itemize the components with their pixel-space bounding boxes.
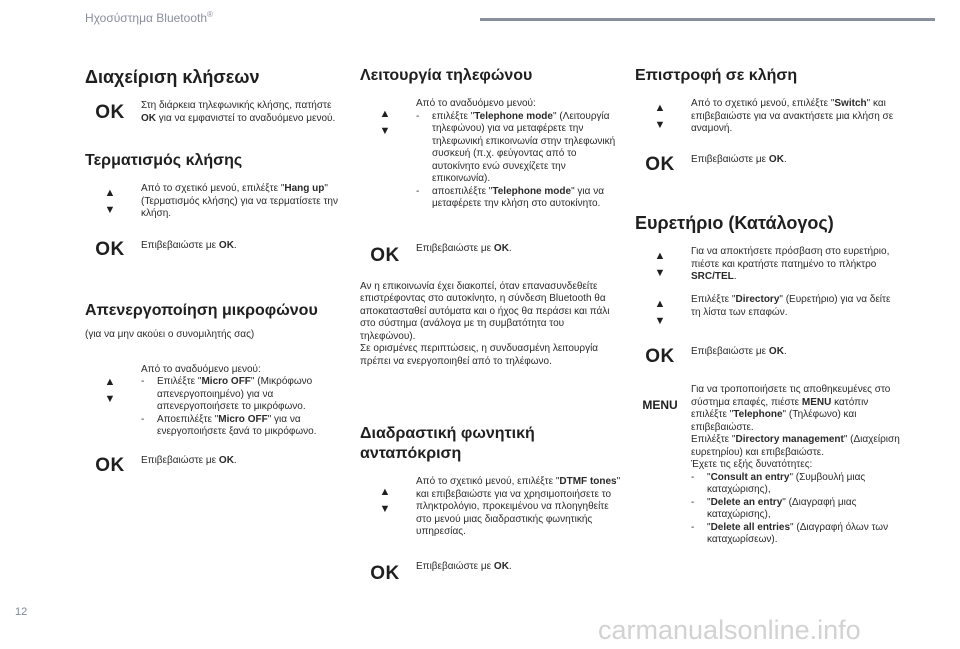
ok-button-icon: OK <box>95 454 125 476</box>
up-down-arrows-icon: ▲ ▼ <box>379 108 391 137</box>
ok-button-icon: OK <box>370 244 400 266</box>
section-title-dtmf: Διαδραστική φωνητική ανταπόκριση <box>360 425 535 462</box>
confirm-text: Επιβεβαιώστε με OK. <box>691 154 787 165</box>
column-3 <box>635 66 900 547</box>
section-title-directory: Ευρετήριο (Κατάλογος) <box>635 213 834 233</box>
column-1 <box>85 66 347 477</box>
confirm-text: Επιβεβαιώστε με OK. <box>416 560 512 572</box>
ok-button-icon: OK <box>645 346 675 367</box>
confirm-text: Επιβεβαιώστε με OK. <box>416 242 512 254</box>
reconnect-paragraph: Αν η επικοινωνία έχει διακοπεί, όταν επανασυνδεθείτε επιστρέφοντας στο αυτοκίνητο, η σύνδεση Bluetooth θα αποκατασταθεί αυτόματα και ο ήχος θα περάσει και πάλι στο σύστημα (ανάλογα με τη συμβατότητα του τηλεφώνου). <box>360 280 610 342</box>
instruction-row <box>635 246 900 286</box>
up-down-arrows-icon: ▲ ▼ <box>104 187 116 216</box>
instruction-row <box>360 98 622 211</box>
header-rule <box>480 18 935 21</box>
up-down-arrows-icon: ▲ ▼ <box>654 102 666 131</box>
confirm-text: Επιβεβαιώστε με OK. <box>141 240 237 251</box>
ok-button-icon: OK <box>645 154 675 175</box>
instruction-row <box>635 384 900 547</box>
instruction-text: Από το σχετικό μενού, επιλέξτε "DTMF tones" και επιβεβαιώστε για να χρησιμοποιήσετε το πληκτρολόγιο, προκειμένου να πλοηγηθείτε στο μενού μιας διαδραστικής φωνητικής υπηρεσίας. <box>416 476 621 537</box>
instruction-text: Από το σχετικό μενού, επιλέξτε "Hang up" (Τερματισμός κλήσης) για να τερματίσετε την κλήση. <box>141 183 338 219</box>
confirm-row <box>85 237 347 261</box>
up-down-arrows-icon: ▲ ▼ <box>654 298 666 327</box>
column-2 <box>360 66 622 585</box>
combined-mode-paragraph: Σε ορισμένες περιπτώσεις, η συνδυασμένη λειτουργία πρέπει να ενεργοποιηθεί από το τηλέφωνο. <box>360 343 599 367</box>
ok-button-icon: OK <box>95 102 125 123</box>
confirm-text: Επιβεβαιώστε με OK. <box>691 346 787 357</box>
instruction-row <box>85 100 347 125</box>
instruction-row <box>635 98 900 138</box>
confirm-row <box>85 453 347 477</box>
section-title-mute-microphone: Απενεργοποίηση μικροφώνου <box>85 302 318 319</box>
instruction-text: Από το αναδυόμενο μενού: - Επιλέξτε "Micro OFF" (Μικρόφωνο απενεργοποιημένο) για να απενεργοποιήσετε το μικρόφωνο. - Αποεπιλέξτε "Micro OFF" για να ενεργοποιήσετε ξανά το μικρόφωνο. <box>141 363 317 437</box>
header-title: Ηχοσύστημα Bluetooth® <box>85 10 213 25</box>
instruction-row <box>85 183 347 225</box>
ok-button-icon: OK <box>370 562 400 584</box>
confirm-row <box>360 561 622 585</box>
instruction-row <box>360 476 622 539</box>
up-down-arrows-icon: ▲ ▼ <box>379 486 391 515</box>
up-down-arrows-icon: ▲ ▼ <box>654 250 666 279</box>
instruction-text: Για να αποκτήσετε πρόσβαση στο ευρετήριο, πιέστε και κρατήστε πατημένο το πλήκτρο SRC/TEL. <box>691 246 890 282</box>
instruction-text: Από το αναδυόμενο μενού: - επιλέξτε "Telephone mode" (Λειτουργία τηλεφώνου) για να μεταφέρετε την τηλεφωνική επικοινωνία στην τηλεφωνική συσκευή (π.χ. φεύγοντας από το αυτοκίνητο ενώ συνεχίζετε την επικοινωνία). - αποεπιλέξτε "Telephone mode" για να μεταφέρετε την κλήση στο αυτοκίνητο. <box>416 98 616 209</box>
section-title-call-management: Διαχείριση κλήσεων <box>85 67 260 87</box>
mute-note: (για να μην ακούει ο συνομιλητής σας) <box>85 329 255 340</box>
instruction-text: Επιλέξτε "Directory" (Ευρετήριο) για να δείτε τη λίστα των επαφών. <box>691 294 891 318</box>
instruction-text: Από το σχετικό μενού, επιλέξτε "Switch" και επιβεβαιώστε για να ανακτήσετε μια κλήση σε αναμονή. <box>691 98 894 134</box>
confirm-row <box>635 344 900 368</box>
section-title-telephone-mode: Λειτουργία τηλεφώνου <box>360 67 533 84</box>
section-title-return-to-call: Επιστροφή σε κλήση <box>635 67 798 84</box>
watermark: carmanualsonline.info <box>598 615 861 645</box>
up-down-arrows-icon: ▲ ▼ <box>104 375 116 405</box>
page-number: 12 <box>15 606 28 618</box>
instruction-text: Για να τροποποιήσετε τις αποθηκευμένες στο σύστημα επαφές, πιέστε MENU κατόπιν επιλέξτε "Telephone" (Τηλέφωνο) και επιβεβαιώστε. Επιλέξτε "Directory management" (Διαχείριση ευρετηρίου) και επιβεβαιώστε. Έχετε τις εξής δυνατότητες: - "Consult an entry" (Συμβουλή μιας καταχώρισης), - "Delete an entry" (Διαγραφή μιας καταχώρισης), - "Delete all entries" (Διαγραφή όλων των καταχωρίσεων). <box>691 384 900 545</box>
confirm-row <box>360 243 622 267</box>
instruction-row <box>85 364 347 439</box>
menu-button-icon: MENU <box>642 398 678 412</box>
instruction-text: Στη διάρκεια τηλεφωνικής κλήσης, πατήστε OK για να εμφανιστεί το αναδυόμενο μενού. <box>141 100 336 124</box>
confirm-text: Επιβεβαιώστε με OK. <box>141 454 237 466</box>
confirm-row <box>635 152 900 176</box>
instruction-row <box>635 294 900 334</box>
section-title-end-call: Τερματισμός κλήσης <box>85 152 243 169</box>
ok-button-icon: OK <box>95 239 125 260</box>
